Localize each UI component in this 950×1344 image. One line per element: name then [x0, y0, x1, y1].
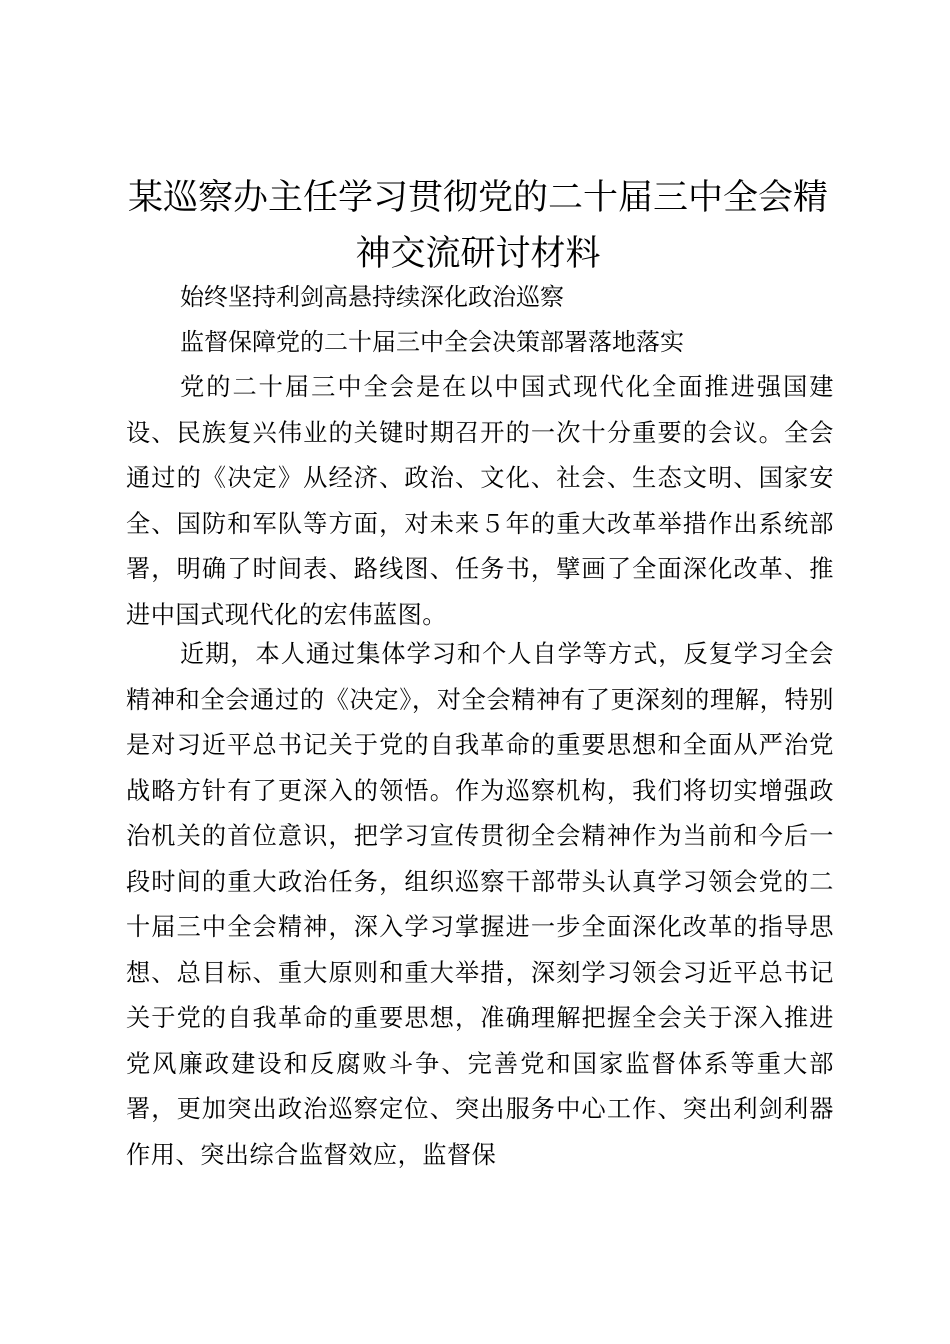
body-paragraph-2: 近期，本人通过集体学习和个人自学等方式，反复学习全会精神和全会通过的《决定》，对全会精神有了更深刻的理解，特别是对习近平总书记关于党的自我革命的重要思想和全面从严治党战略方针有了更深入的领悟。作为巡察机构，我们将切实增强政治机关的首位意识，把学习宣传贯彻全会精神作为当前和今后一段时间的重大政治任务，组织巡察干部带头认真学习领会党的二十届三中全会精神，深入学习掌握进一步全面深化改革的指导思想、总目标、重大原则和重大举措，深刻学习领会习近平总书记关于党的自我革命的重要思想，准确理解把握全会关于深入推进党风廉政建设和反腐败斗争、完善党和国家监督体系等重大部署，更加突出政治巡察定位、突出服务中心工作、突出利剑利器作用、突出综合监督效应，监督保 — [126, 640, 834, 1169]
document-title: 某巡察办主任学习贯彻党的二十届三中全会精神交流研讨材料 — [127, 178, 828, 274]
body-paragraph-1: 党的二十届三中全会是在以中国式现代化全面推进强国建设、民族复兴伟业的关键时期召开的一次十分重要的会议。全会通过的《决定》从经济、政治、文化、社会、生态文明、国家安全、国防和军队等方面，对未来５年的重大改革举措作出系统部署，明确了时间表、路线图、任务书，擘画了全面深化改革、推进中国式现代化的宏伟蓝图。 — [126, 373, 834, 629]
subtitle-line-2: 监督保障党的二十届三中全会决策部署落地落实 — [180, 328, 684, 356]
subtitle-line-1: 始终坚持利剑高悬持续深化政治巡察 — [180, 283, 564, 311]
